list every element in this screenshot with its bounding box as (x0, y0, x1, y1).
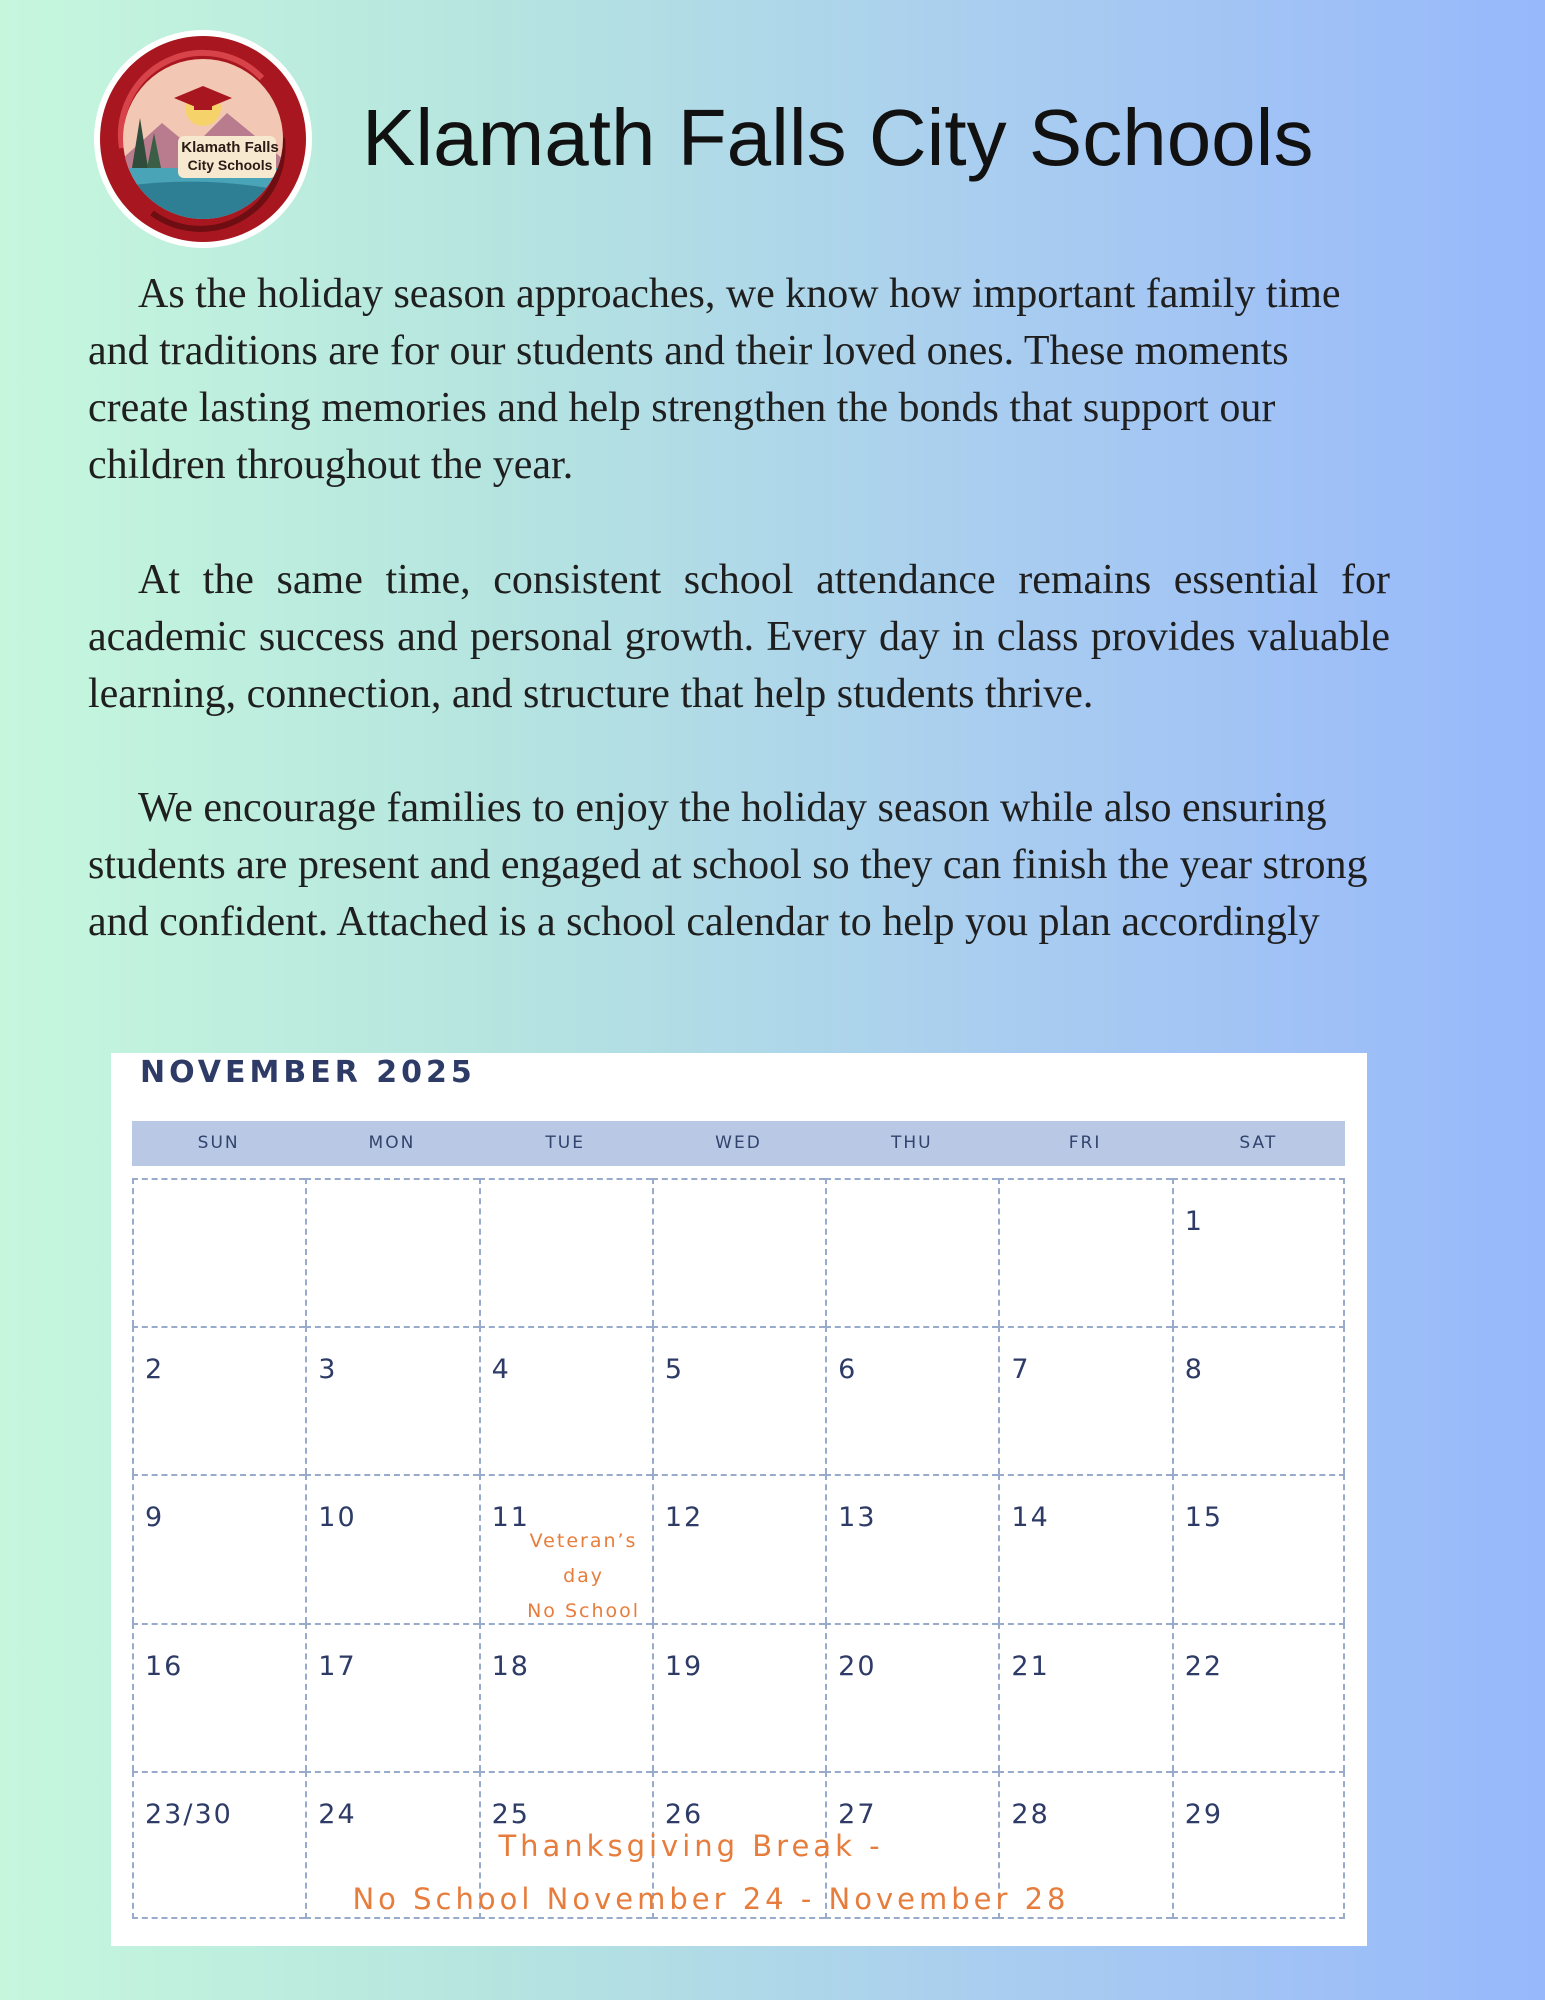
day-number: 22 (1184, 1650, 1224, 1682)
dow-fri: FRI (1068, 1133, 1102, 1153)
day-number: 19 (664, 1650, 704, 1682)
day-number: 15 (1184, 1502, 1224, 1534)
day-number: 16 (145, 1650, 184, 1682)
thanksgiving-no-school-note: No School November 24 - November 28 (352, 1882, 1070, 1916)
veterans-day-note-line: Veteran’s (529, 1530, 638, 1553)
calendar-day-cell-veterans-day (479, 1474, 652, 1622)
day-number: 5 (664, 1354, 685, 1386)
veterans-day-note-line: No School (527, 1600, 641, 1623)
veterans-day-note (519, 1524, 649, 1629)
letter-paragraph-3: We encourage families to enjoy the holiday season while also ensuring students are present and engaged at school so they can finish the year strong and confident. Attached is a school calendar to help you plan accordingly (88, 785, 1368, 945)
day-number: 6 (838, 1354, 858, 1386)
calendar-day-cell (479, 1178, 652, 1326)
calendar-day-cell (825, 1623, 998, 1771)
calendar-day-cell (1172, 1623, 1345, 1771)
calendar-day-cell (652, 1178, 825, 1326)
svg-text:City Schools: City Schools (187, 157, 273, 173)
day-number: 4 (491, 1354, 511, 1386)
day-of-week-header (132, 1121, 1345, 1166)
day-number: 21 (1011, 1650, 1050, 1682)
day-number: 27 (838, 1798, 877, 1830)
day-number: 28 (1011, 1798, 1050, 1830)
calendar-day-cell (1172, 1178, 1345, 1326)
day-number: 12 (664, 1502, 704, 1534)
calendar-day-cell (305, 1623, 478, 1771)
calendar-day-cell (998, 1623, 1171, 1771)
calendar-day-cell (479, 1623, 652, 1771)
calendar-day-cell (652, 1326, 825, 1474)
calendar-day-cell (1172, 1326, 1345, 1474)
letter-paragraph-1: As the holiday season approaches, we know how important family time and traditions are for our students and their loved ones. These moments create lasting memories and help strengthen the bonds that support our children throughout the year. (88, 271, 1341, 488)
day-number: 14 (1011, 1502, 1050, 1534)
day-number: 29 (1184, 1798, 1224, 1830)
day-number: 8 (1184, 1354, 1204, 1386)
calendar-day-cell (652, 1623, 825, 1771)
dow-sat: SAT (1239, 1133, 1278, 1153)
dow-tue: TUE (545, 1133, 585, 1153)
calendar-month-title: NOVEMBER 2025 (140, 1055, 476, 1090)
day-number: 18 (491, 1650, 530, 1682)
day-number: 1 (1184, 1206, 1204, 1237)
calendar-day-cell (825, 1474, 998, 1622)
school-logo (92, 28, 314, 250)
day-number: 13 (838, 1502, 877, 1534)
calendar-day-cell (132, 1474, 305, 1622)
dow-sun: SUN (197, 1133, 240, 1153)
calendar-day-cell (998, 1474, 1171, 1622)
calendar-day-cell (132, 1623, 305, 1771)
day-number: 10 (318, 1502, 357, 1534)
school-logo-emblem-icon (92, 28, 314, 250)
calendar-day-cell (998, 1178, 1171, 1326)
calendar-day-cell (825, 1178, 998, 1326)
dow-mon: MON (368, 1133, 416, 1153)
thanksgiving-break-note: Thanksgiving Break - (498, 1829, 884, 1863)
svg-text:Klamath Falls: Klamath Falls (181, 139, 279, 156)
calendar-day-cell (305, 1326, 478, 1474)
calendar-day-cell (479, 1326, 652, 1474)
day-number: 20 (838, 1650, 877, 1682)
letter-paragraph-2: At the same time, consistent school attendance remains essential for academic success and personal growth. Every day in class provides valuable learning, connection, and structure that help students thrive. (88, 557, 1390, 717)
day-number: 23/30 (145, 1798, 233, 1830)
calendar-day-cell (305, 1178, 478, 1326)
day-number: 9 (145, 1502, 165, 1534)
page-title: Klamath Falls City Schools (362, 93, 1314, 182)
calendar-day-cell (825, 1326, 998, 1474)
november-calendar (111, 1053, 1367, 1946)
calendar-day-cell (132, 1178, 305, 1326)
day-number: 24 (318, 1798, 357, 1830)
calendar-day-cell (132, 1326, 305, 1474)
day-number: 26 (664, 1798, 704, 1830)
calendar-day-cell (652, 1474, 825, 1622)
day-number: 11 (491, 1502, 530, 1534)
calendar-day-cell (1172, 1474, 1345, 1622)
dow-thu: THU (890, 1133, 933, 1153)
dow-wed: WED (715, 1133, 762, 1153)
day-number: 25 (491, 1798, 530, 1830)
day-number: 2 (145, 1354, 165, 1386)
day-number: 3 (318, 1354, 338, 1386)
day-number: 17 (318, 1650, 357, 1682)
calendar-grid (132, 1178, 1345, 1919)
veterans-day-note-line: day (563, 1565, 605, 1588)
calendar-day-cell (305, 1474, 478, 1622)
day-number: 7 (1011, 1354, 1031, 1386)
calendar-day-cell (998, 1326, 1171, 1474)
